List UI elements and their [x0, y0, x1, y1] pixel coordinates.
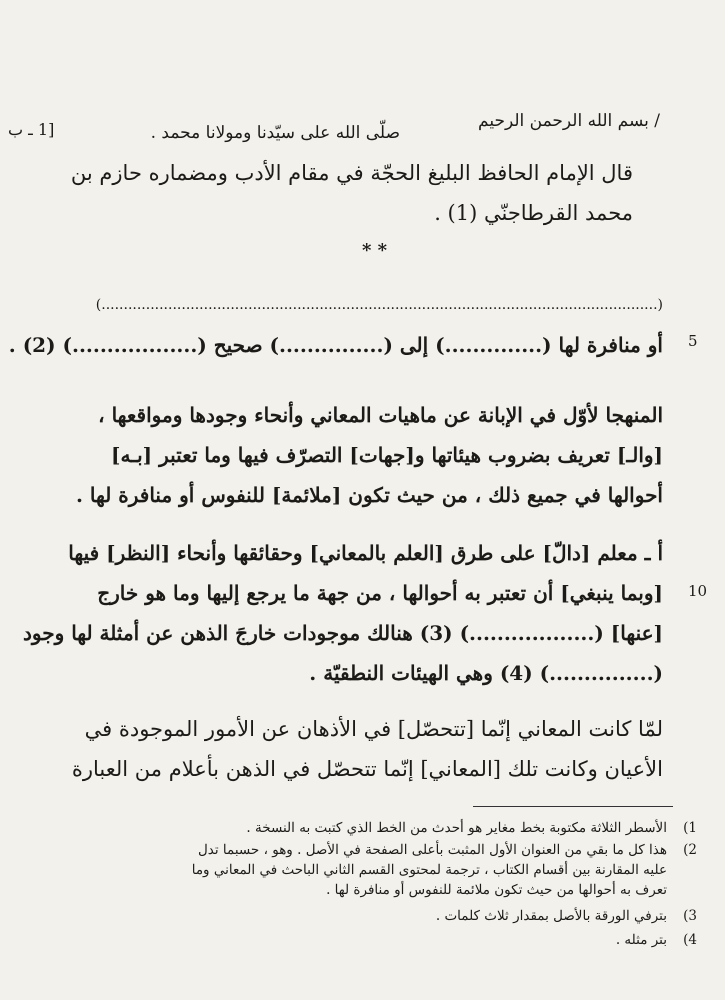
footnote-2: [198, 842, 697, 859]
line-number-5: 5: [688, 332, 698, 350]
section-a-line: [عنها] (..................) (3) هنالك موجودات خارجَ الذهن عن أمثلة لها وجود: [22, 621, 663, 645]
footnote-text: الأسطر الثلاثة مكتوبة بخط مغاير هو أحدث من الخط الذي كتبت به النسخة .: [246, 820, 667, 836]
footnote-text: بترفي الورقة بالأصل بمقدار ثلاث كلمات .: [435, 908, 667, 924]
footnote-separator: [473, 806, 673, 807]
footnote-3: [436, 908, 697, 925]
section-a-line: [وبما ينبغي] أن تعتبر به أحوالها ، من جهة ما يرجع إليها وما هو خارج: [97, 581, 663, 605]
intro-line: محمد القرطاجنّي (1) .: [434, 201, 633, 225]
footnote-text: بتر مثله .: [615, 932, 667, 948]
folio-marker: [1 ـ ب: [8, 120, 55, 139]
chapter-heading-line: أحوالها في جميع ذلك ، من حيث تكون [ملائمة] للنفوس أو منافرة لها .: [75, 483, 663, 507]
body-line: لمّا كانت المعاني إنّما [تتحصّل] في الأذهان عن الأمور الموجودة في: [84, 717, 663, 741]
footnote-number: 1): [683, 820, 697, 836]
line-number-10: 10: [688, 582, 708, 600]
footnote-1: [246, 820, 697, 837]
intro-line: قال الإمام الحافظ البليغ الحجّة في مقام الأدب ومضماره حازم بن: [70, 161, 633, 185]
footnote-text: هذا كل ما بقي من العنوان الأول المثبت بأعلى الصفحة في الأصل . وهو ، حسبما تدل: [197, 842, 667, 858]
lost-text-line: (.............................................................................................................................): [95, 297, 663, 313]
body-line: الأعيان وكانت تلك [المعاني] إنّما تتحصّل في الذهن بأعلام من العبارة: [71, 757, 663, 781]
section-stars: * *: [362, 240, 388, 261]
basmala: / بسم الله الرحمن الرحيم: [478, 111, 660, 131]
salutation: صلّى الله على سيّدنا ومولانا محمد .: [150, 123, 400, 143]
footnote-number: 4): [683, 932, 697, 948]
footnote-number: 2): [683, 842, 697, 858]
section-a-line: (...............) (4) وهي الهيئات النطقيّة .: [309, 661, 663, 685]
lost-text-line: أو منافرة لها (..............) إلى (...............) صحيح (..................) (2) .: [8, 333, 663, 357]
footnote-2-continued: تعرف به أحوالها من حيث تكون ملائمة للنفوس أو منافرة لها .: [326, 882, 667, 898]
chapter-heading-line: المنهجا لأوّل في الإبانة عن ماهيات المعاني وأنحاء وجودها ومواقعها ،: [98, 403, 663, 427]
footnote-4: [616, 932, 697, 949]
footnote-2-continued: عليه المقارنة بين أقسام الكتاب ، ترجمة لمحتوى القسم الثاني الباحث في المعاني وما: [191, 862, 667, 878]
section-a-line: أ ـ معلم [دالّ] على طرق [العلم بالمعاني] وحقائقها وأنحاء [النظر] فيها: [68, 541, 663, 565]
footnote-number: 3): [683, 908, 697, 924]
chapter-heading-line: [والـ] تعريف بضروب هيئاتها و[جهات] التصرّف فيها وما تعتبر [بـه]: [111, 443, 663, 467]
